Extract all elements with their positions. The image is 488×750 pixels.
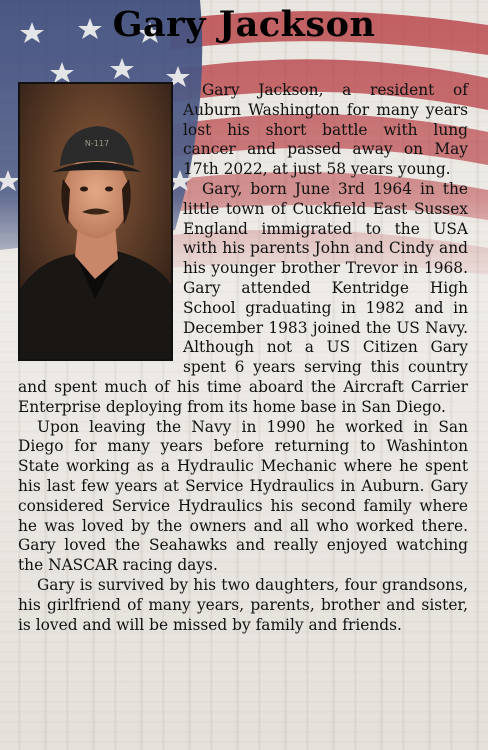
obituary-text — [18, 81, 468, 635]
svg-text:N-117: N-117 — [84, 139, 110, 148]
paragraph-intro: Gary Jackson, a resident of Auburn Washington for many years lost his short battle with lung cancer and passed away on May 17th 2022, at just 58 years young. — [183, 81, 468, 179]
photo-spacer — [18, 81, 183, 361]
paragraph-survived-by: Gary is survived by his two daughters, four grandsons, his girlfriend of many years, parents, brother and sister, is loved and will be missed by family and friends. — [18, 575, 468, 634]
obituary-name-heading: Gary Jackson — [112, 4, 376, 45]
paragraph-early-life: Gary, born June 3rd 1964 in the little town of Cuckfield East Sussex England immigrated to the USA with his parents John and Cindy and his younger brother Trevor in 1968. Gary attended Kentridge High School graduating in 1982 and in December 1983 joined the US Navy. Although not a US Citizen Gary spent 6 years serving this country and spent much of his time aboard the Aircraft Carrier Enterprise deploying from its home base in San Diego. — [18, 179, 468, 416]
paragraph-career: Upon leaving the Navy in 1990 he worked in San Diego for many years before returning to Washinton State working as a Hydraulic Mechanic where he spent his last few years at Service Hydraulics in Auburn. Gary considered Service Hydraulics his second family where he was loved by the owners and all who worked there. Gary loved the Seahawks and really enjoyed watching the NASCAR racing days. — [18, 417, 468, 575]
